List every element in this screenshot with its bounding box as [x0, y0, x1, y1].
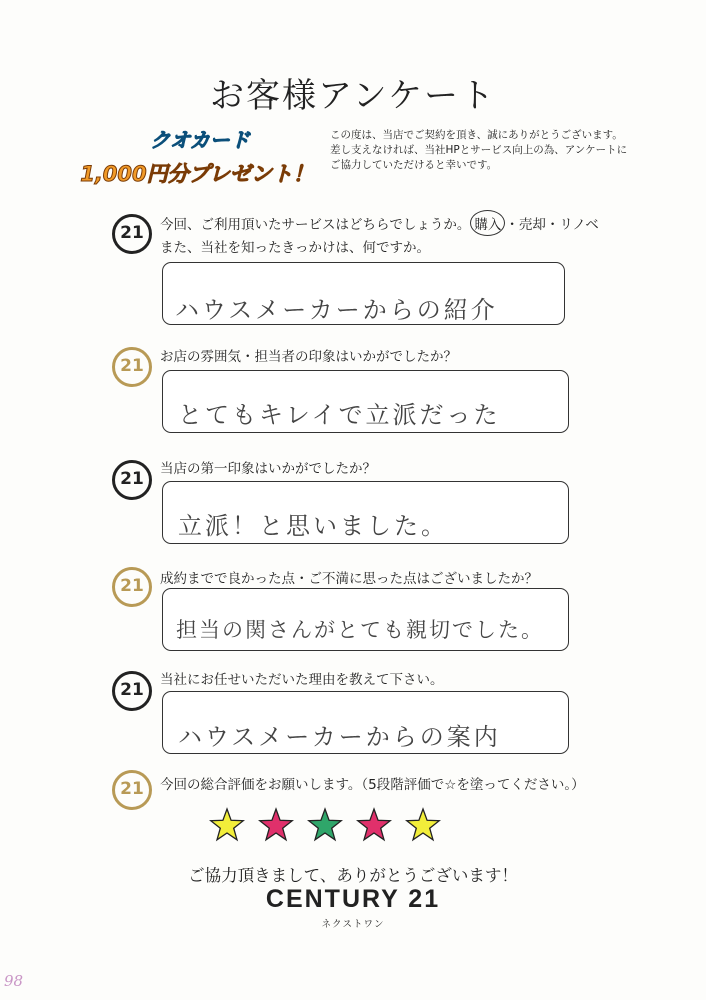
answer-2: とてもキレイで立派だった: [178, 401, 501, 429]
answer-1: ハウスメーカーからの紹介: [175, 296, 498, 324]
question-6-text: 今回の総合評価をお願いします。（5段階評価で☆を塗ってください。）: [160, 777, 585, 793]
page-number: 98: [4, 972, 24, 990]
promo-line-1: クオカード: [150, 128, 250, 152]
century21-logo-icon: 21: [112, 347, 152, 387]
thanks-message: ご協力頂きまして、ありがとうございます！: [188, 866, 518, 885]
rating-star[interactable]: [358, 809, 390, 840]
answer-3: 立派！と思いました。: [178, 512, 448, 540]
rating-star[interactable]: [407, 809, 439, 840]
rating-stars[interactable]: [207, 806, 452, 846]
brand-subtitle: ネクストワン: [321, 919, 385, 930]
intro-line: 差し支えなければ、当社HPとサービス向上の為、アンケートに: [330, 144, 628, 156]
question-3-text: 当店の第一印象はいかがでしたか？: [160, 461, 376, 477]
century21-logo-icon: 21: [112, 671, 152, 711]
intro-line: この度は、当店でご契約を頂き、誠にありがとうございます。: [330, 129, 623, 141]
question-1-line-1: [160, 213, 599, 233]
century21-logo-icon: 21: [112, 214, 152, 254]
intro-line: ご協力していただけると幸いです。: [330, 159, 498, 171]
rating-star[interactable]: [260, 809, 292, 840]
answer-5: ハウスメーカーからの案内: [178, 723, 501, 751]
rating-star[interactable]: [211, 809, 243, 840]
question-2-text: お店の雰囲気・担当者の印象はいかがでしたか？: [160, 349, 457, 365]
question-5-text: 当社にお任せいただいた理由を教えて下さい。: [160, 672, 444, 688]
promo-line-2: 1,000円分プレゼント！: [80, 162, 314, 186]
question-1-line-2: また、当社を知ったきっかけは、何ですか。: [160, 240, 430, 256]
century21-logo-icon: 21: [112, 567, 152, 607]
selected-option-purchase: 購入: [470, 210, 505, 236]
question-4-text: 成約までで良かった点・ご不満に思った点はございましたか？: [160, 571, 538, 587]
century21-logo-icon: 21: [112, 770, 152, 810]
century21-logo-icon: 21: [112, 460, 152, 500]
answer-4: 担当の関さんがとても親切でした。: [176, 618, 544, 642]
question-1-text: 今回、ご利用頂いたサービスはどちらでしょうか。: [160, 217, 471, 233]
page-title: お客様アンケート: [210, 76, 496, 116]
brand-logo-text: CENTURY 21: [265, 885, 441, 913]
other-options: ・売却・リノベ: [505, 217, 599, 233]
rating-star[interactable]: [309, 809, 341, 840]
intro-text: [330, 128, 665, 173]
